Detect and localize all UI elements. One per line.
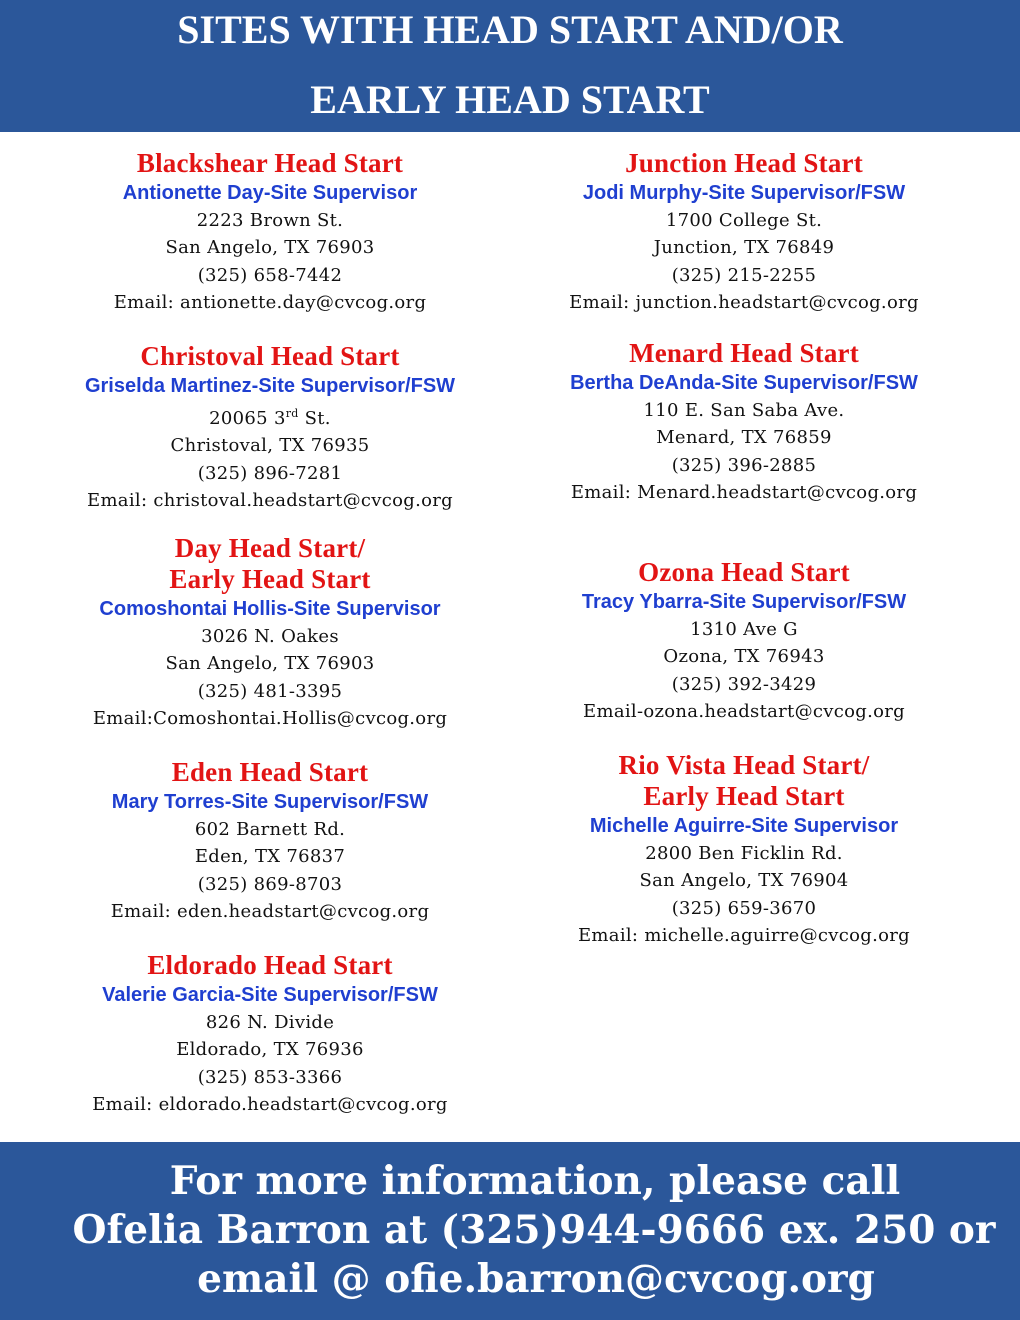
site-supervisor: Comoshontai Hollis-Site Supervisor bbox=[99, 598, 441, 620]
site-city: Eden, TX 76837 bbox=[194, 846, 346, 868]
site-blackshear bbox=[30, 148, 510, 316]
site-street: 2223 Brown St. bbox=[196, 210, 344, 231]
site-rio-vista bbox=[504, 750, 984, 949]
site-day bbox=[30, 533, 510, 732]
site-city: San Angelo, TX 76903 bbox=[165, 237, 375, 259]
site-eden bbox=[30, 757, 510, 925]
site-city: Ozona, TX 76943 bbox=[663, 646, 825, 668]
site-city: Eldorado, TX 76936 bbox=[176, 1039, 364, 1061]
site-name: Eden Head Start bbox=[171, 757, 369, 787]
site-phone: (325) 659-3670 bbox=[671, 897, 817, 919]
site-supervisor: Jodi Murphy-Site Supervisor/FSW bbox=[582, 182, 906, 204]
site-email: Email: eldorado.headstart@cvcog.org bbox=[92, 1093, 448, 1115]
site-email: Email: antionette.day@cvcog.org bbox=[113, 291, 427, 313]
site-street: 110 E. San Saba Ave. bbox=[643, 400, 845, 421]
site-menard bbox=[504, 338, 984, 506]
site-street: 3026 N. Oakes bbox=[201, 626, 339, 647]
site-city: San Angelo, TX 76904 bbox=[639, 870, 849, 892]
site-supervisor: Griselda Martinez-Site Supervisor/FSW bbox=[84, 375, 456, 397]
site-name: Eldorado Head Start bbox=[147, 950, 393, 980]
site-email: Email:Comoshontai.Hollis@cvcog.org bbox=[92, 707, 448, 729]
site-supervisor: Tracy Ybarra-Site Supervisor/FSW bbox=[581, 591, 907, 613]
site-street-suffix: St. bbox=[298, 408, 331, 429]
site-junction bbox=[504, 148, 984, 316]
site-city: Christoval, TX 76935 bbox=[170, 435, 370, 457]
site-phone: (325) 396-2885 bbox=[671, 454, 817, 476]
site-name-line1: Day Head Start/ bbox=[174, 533, 366, 563]
site-phone: (325) 869-8703 bbox=[197, 873, 343, 895]
site-supervisor: Antionette Day-Site Supervisor bbox=[122, 182, 418, 204]
footer-line3: email @ ofie.barron@cvcog.org bbox=[197, 1256, 875, 1302]
site-street-ordinal: rd bbox=[285, 407, 299, 420]
site-name-line1: Rio Vista Head Start/ bbox=[618, 750, 870, 780]
site-phone: (325) 481-3395 bbox=[197, 680, 343, 702]
site-city: Menard, TX 76859 bbox=[656, 427, 832, 449]
site-supervisor: Valerie Garcia-Site Supervisor/FSW bbox=[102, 984, 438, 1006]
site-name-line2: Early Head Start bbox=[643, 781, 845, 811]
site-name: Blackshear Head Start bbox=[136, 148, 404, 178]
site-city: Junction, TX 76849 bbox=[653, 237, 835, 259]
site-phone: (325) 215-2255 bbox=[671, 264, 817, 286]
page-title-line1: SITES WITH HEAD START AND/OR bbox=[177, 7, 843, 52]
site-supervisor: Michelle Aguirre-Site Supervisor bbox=[589, 815, 899, 837]
site-christoval bbox=[30, 341, 510, 514]
site-name-line2: Early Head Start bbox=[169, 564, 371, 594]
site-street: 602 Barnett Rd. bbox=[194, 819, 346, 840]
site-email: Email: christoval.headstart@cvcog.org bbox=[87, 489, 453, 511]
footer-line2: Ofelia Barron at (325)944-9666 ex. 250 or bbox=[72, 1207, 996, 1253]
site-street bbox=[30, 400, 510, 432]
site-email: Email-ozona.headstart@cvcog.org bbox=[583, 700, 905, 722]
site-name: Ozona Head Start bbox=[638, 557, 850, 587]
site-phone: (325) 392-3429 bbox=[671, 673, 817, 695]
site-ozona bbox=[504, 557, 984, 725]
site-phone: (325) 896-7281 bbox=[197, 462, 343, 484]
site-street: 2800 Ben Ficklin Rd. bbox=[645, 843, 843, 864]
site-street: 1700 College St. bbox=[665, 210, 823, 231]
site-name: Menard Head Start bbox=[629, 338, 859, 368]
site-street: 1310 Ave G bbox=[690, 619, 798, 640]
site-supervisor: Mary Torres-Site Supervisor/FSW bbox=[111, 791, 429, 813]
site-city: San Angelo, TX 76903 bbox=[165, 653, 375, 675]
site-name: Junction Head Start bbox=[625, 148, 863, 178]
site-eldorado bbox=[30, 950, 510, 1118]
footer-line1: For more information, please call bbox=[169, 1158, 901, 1204]
site-phone: (325) 853-3366 bbox=[197, 1066, 343, 1088]
site-phone: (325) 658-7442 bbox=[197, 264, 343, 286]
site-name: Christoval Head Start bbox=[140, 341, 400, 371]
header-banner bbox=[0, 0, 1020, 132]
footer-banner bbox=[0, 1142, 1020, 1320]
site-email: Email: Menard.headstart@cvcog.org bbox=[570, 481, 918, 503]
site-supervisor: Bertha DeAnda-Site Supervisor/FSW bbox=[570, 372, 918, 394]
site-street-number: 20065 3 bbox=[209, 408, 286, 429]
site-email: Email: eden.headstart@cvcog.org bbox=[110, 900, 430, 922]
site-email: Email: junction.headstart@cvcog.org bbox=[569, 291, 919, 313]
site-email: Email: michelle.aguirre@cvcog.org bbox=[577, 924, 911, 946]
page-title-line2: EARLY HEAD START bbox=[310, 77, 710, 122]
site-street: 826 N. Divide bbox=[205, 1012, 335, 1033]
